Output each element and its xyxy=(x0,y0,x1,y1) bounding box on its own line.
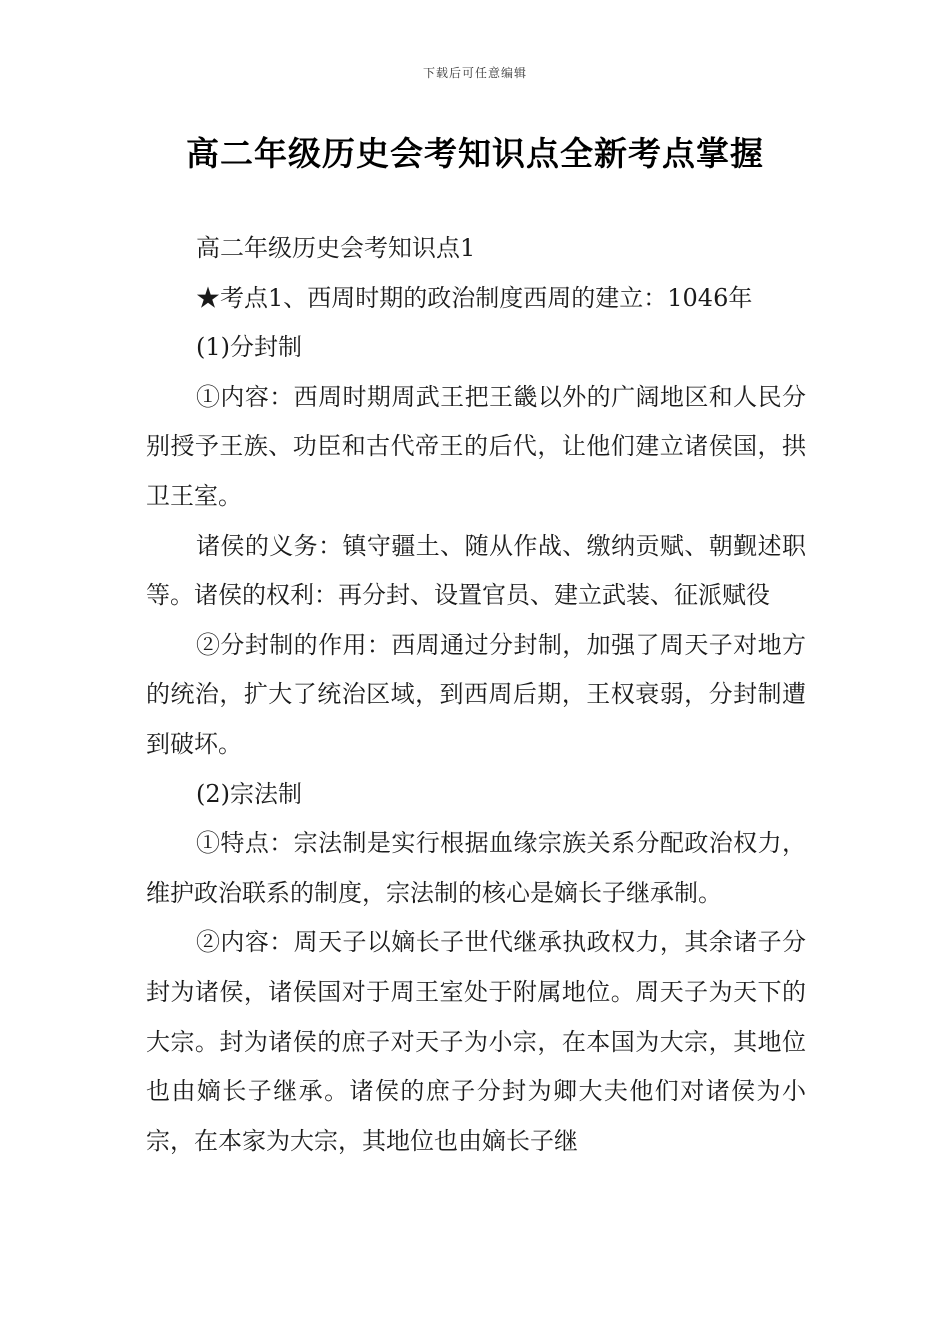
subheading-zongfa: (2)宗法制 xyxy=(196,779,302,808)
paragraph-fenfeng-content: ①内容：西周时期周武王把王畿以外的广阔地区和人民分别授予王族、功臣和古代帝王的后代，让他们建立诸侯国，拱卫王室。 xyxy=(146,382,806,510)
document-title: 高二年级历史会考知识点全新考点掌握 xyxy=(186,134,764,173)
subheading-fenfeng: (1)分封制 xyxy=(196,333,302,362)
section-heading: 高二年级历史会考知识点1 xyxy=(196,234,476,262)
paragraph-zhuhou-duties: 诸侯的义务：镇守疆土、随从作战、缴纳贡赋、朝觐述职等。诸侯的权利：再分封、设置官员、建立武装、征派赋役 xyxy=(146,531,806,610)
paragraph-fenfeng-effect: ②分封制的作用：西周通过分封制，加强了周天子对地方的统治，扩大了统治区域，到西周后期，王权衰弱，分封制遭到破坏。 xyxy=(146,630,806,758)
document-body xyxy=(146,224,806,1166)
header-note: 下载后可任意编辑 xyxy=(422,66,527,80)
paragraph-zongfa-content: ②内容：周天子以嫡长子世代继承执政权力，其余诸子分封为诸侯，诸侯国对于周王室处于附属地位。周天子为天下的大宗。封为诸侯的庶子对天子为小宗，在本国为大宗，其地位也由嫡长子继承。诸侯的庶子分封为卿大夫他们对诸侯为小宗，在本家为大宗，其地位也由嫡长子继 xyxy=(146,928,806,1155)
paragraph-kaodian-1: ★考点1、西周时期的政治制度西周的建立：1046年 xyxy=(196,283,753,312)
paragraph-zongfa-features: ①特点：宗法制是实行根据血缘宗族关系分配政治权力，维护政治联系的制度，宗法制的核心是嫡长子继承制。 xyxy=(146,829,806,907)
